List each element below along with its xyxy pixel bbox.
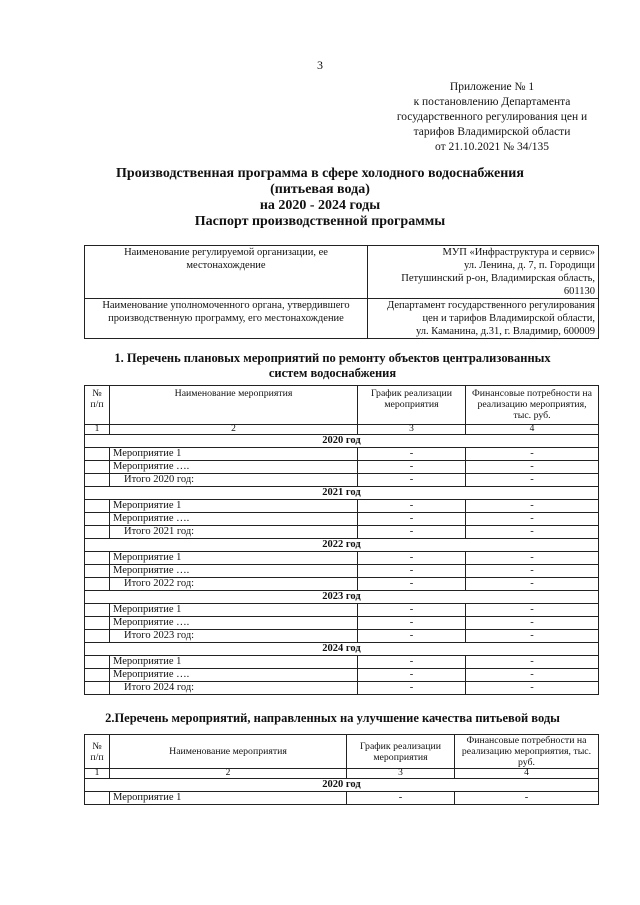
total-row (85, 630, 599, 643)
schedule-value: - (358, 500, 466, 513)
table-row (85, 669, 599, 682)
authority-value-line: ул. Каманина, д.31, г. Владимир, 600009 (415, 326, 595, 337)
row-num (85, 474, 110, 487)
table-row (85, 565, 599, 578)
header-num: № п/п (85, 386, 110, 425)
header-num: № п/п (85, 735, 110, 769)
column-number-row (85, 425, 599, 435)
schedule-value: - (358, 474, 466, 487)
schedule-value: - (358, 682, 466, 695)
authority-value-line: цен и тарифов Владимирской области, (422, 313, 595, 324)
title-line: на 2020 - 2024 годы (259, 198, 381, 213)
finance-value: - (466, 500, 599, 513)
schedule-value: - (358, 526, 466, 539)
measure-name: Мероприятие 1 (110, 792, 347, 805)
column-number: 1 (85, 769, 110, 779)
schedule-value: - (358, 552, 466, 565)
appendix-line: Приложение № 1 (449, 81, 535, 93)
measure-name: Мероприятие …. (110, 669, 358, 682)
schedule-value: - (358, 565, 466, 578)
section-heading-line: 1. Перечень плановых мероприятий по ремонту объектов централизованных (114, 351, 551, 365)
row-num (85, 682, 110, 695)
table-row (85, 513, 599, 526)
measure-name: Мероприятие 1 (110, 552, 358, 565)
finance-value: - (466, 526, 599, 539)
measure-name: Мероприятие 1 (110, 604, 358, 617)
column-number: 2 (110, 425, 358, 435)
column-number: 3 (347, 769, 455, 779)
appendix-line: к постановлению Департамента (413, 96, 571, 108)
finance-value: - (466, 513, 599, 526)
finance-value: - (466, 448, 599, 461)
schedule-value: - (347, 792, 455, 805)
header-finance: Финансовые потребности на реализацию мероприятия, тыс. руб. (455, 735, 599, 769)
year-row (85, 591, 599, 604)
section-1-heading (60, 351, 605, 381)
table-row (85, 500, 599, 513)
year-label: 2024 год (85, 643, 599, 656)
passport-row-organization (85, 246, 599, 299)
finance-value: - (466, 669, 599, 682)
org-value-line: Петушинский р-он, Владимирская область, (401, 273, 595, 284)
year-label: 2023 год (85, 591, 599, 604)
org-value (368, 246, 599, 299)
schedule-value: - (358, 448, 466, 461)
header-schedule: График реализации мероприятия (347, 735, 455, 769)
schedule-value: - (358, 656, 466, 669)
authority-value (368, 299, 599, 339)
table-row (85, 552, 599, 565)
column-number: 1 (85, 425, 110, 435)
row-num (85, 448, 110, 461)
table-row (85, 604, 599, 617)
authority-label: Наименование уполномоченного органа, утвердившего производственную программу, его местонахождение (85, 299, 368, 339)
row-num (85, 565, 110, 578)
year-label: 2022 год (85, 539, 599, 552)
measure-name: Мероприятие …. (110, 461, 358, 474)
measure-name: Мероприятие …. (110, 513, 358, 526)
row-num (85, 552, 110, 565)
table-header-row (85, 386, 599, 425)
appendix-line: государственного регулирования цен и (396, 111, 588, 123)
year-row (85, 487, 599, 500)
measure-name: Мероприятие 1 (110, 448, 358, 461)
finance-value: - (466, 656, 599, 669)
table-header-row (85, 735, 599, 769)
year-row (85, 779, 599, 792)
table-row (85, 792, 599, 805)
total-row (85, 526, 599, 539)
finance-value: - (466, 682, 599, 695)
schedule-value: - (358, 461, 466, 474)
finance-value: - (466, 630, 599, 643)
finance-value: - (466, 474, 599, 487)
finance-value: - (466, 552, 599, 565)
header-name: Наименование мероприятия (110, 735, 347, 769)
section-2-heading (60, 711, 605, 726)
schedule-value: - (358, 630, 466, 643)
row-num (85, 792, 110, 805)
schedule-value: - (358, 578, 466, 591)
row-num (85, 513, 110, 526)
finance-value: - (466, 604, 599, 617)
row-num (85, 617, 110, 630)
row-num (85, 500, 110, 513)
appendix-line: от 21.10.2021 № 34/135 (435, 141, 549, 153)
org-value-line: 601130 (563, 286, 595, 297)
year-row (85, 643, 599, 656)
total-label: Итого 2023 год: (110, 630, 358, 643)
column-number: 4 (455, 769, 599, 779)
header-schedule: График реализации мероприятия (358, 386, 466, 425)
row-num (85, 526, 110, 539)
schedule-value: - (358, 669, 466, 682)
authority-value-line: Департамент государственного регулирования (387, 300, 595, 311)
column-number: 4 (466, 425, 599, 435)
section-heading-line: систем водоснабжения (268, 366, 397, 380)
finance-value: - (455, 792, 599, 805)
title-line: Паспорт производственной программы (194, 214, 446, 229)
appendix-line: тарифов Владимирской области (413, 126, 571, 138)
schedule-value: - (358, 604, 466, 617)
row-num (85, 604, 110, 617)
table-row (85, 448, 599, 461)
total-row (85, 578, 599, 591)
table-row (85, 461, 599, 474)
document-title (60, 166, 580, 230)
row-num (85, 461, 110, 474)
column-number: 2 (110, 769, 347, 779)
row-num (85, 578, 110, 591)
passport-row-authority (85, 299, 599, 339)
org-value-line: МУП «Инфраструктура и сервис» (442, 247, 595, 258)
title-line: Производственная программа в сфере холодного водоснабжения (116, 166, 524, 181)
header-finance: Финансовые потребности на реализацию мероприятия, тыс. руб. (466, 386, 599, 425)
schedule-value: - (358, 513, 466, 526)
header-name: Наименование мероприятия (110, 386, 358, 425)
table-row (85, 656, 599, 669)
measure-name: Мероприятие 1 (110, 656, 358, 669)
year-row (85, 435, 599, 448)
row-num (85, 630, 110, 643)
finance-value: - (466, 578, 599, 591)
finance-value: - (466, 617, 599, 630)
row-num (85, 669, 110, 682)
section-heading-line: 2.Перечень мероприятий, направленных на улучшение качества питьевой воды (105, 711, 560, 725)
finance-value: - (466, 565, 599, 578)
repair-measures-table (84, 385, 599, 695)
total-label: Итого 2020 год: (110, 474, 358, 487)
column-number: 3 (358, 425, 466, 435)
year-label: 2020 год (85, 435, 599, 448)
passport-table (84, 245, 599, 339)
finance-value: - (466, 461, 599, 474)
total-label: Итого 2024 год: (110, 682, 358, 695)
year-label: 2020 год (85, 779, 599, 792)
org-value-line: ул. Ленина, д. 7, п. Городищи (464, 260, 595, 271)
water-quality-measures-table (84, 734, 599, 805)
table-row (85, 617, 599, 630)
year-label: 2021 год (85, 487, 599, 500)
schedule-value: - (358, 617, 466, 630)
measure-name: Мероприятие 1 (110, 500, 358, 513)
measure-name: Мероприятие …. (110, 565, 358, 578)
appendix-block (382, 80, 602, 155)
year-row (85, 539, 599, 552)
row-num (85, 656, 110, 669)
title-line: (питьевая вода) (270, 182, 370, 197)
measure-name: Мероприятие …. (110, 617, 358, 630)
total-row (85, 474, 599, 487)
total-row (85, 682, 599, 695)
org-label: Наименование регулируемой организации, ее местонахождение (85, 246, 368, 299)
page-number: 3 (317, 58, 323, 72)
total-label: Итого 2022 год: (110, 578, 358, 591)
total-label: Итого 2021 год: (110, 526, 358, 539)
column-number-row (85, 769, 599, 779)
